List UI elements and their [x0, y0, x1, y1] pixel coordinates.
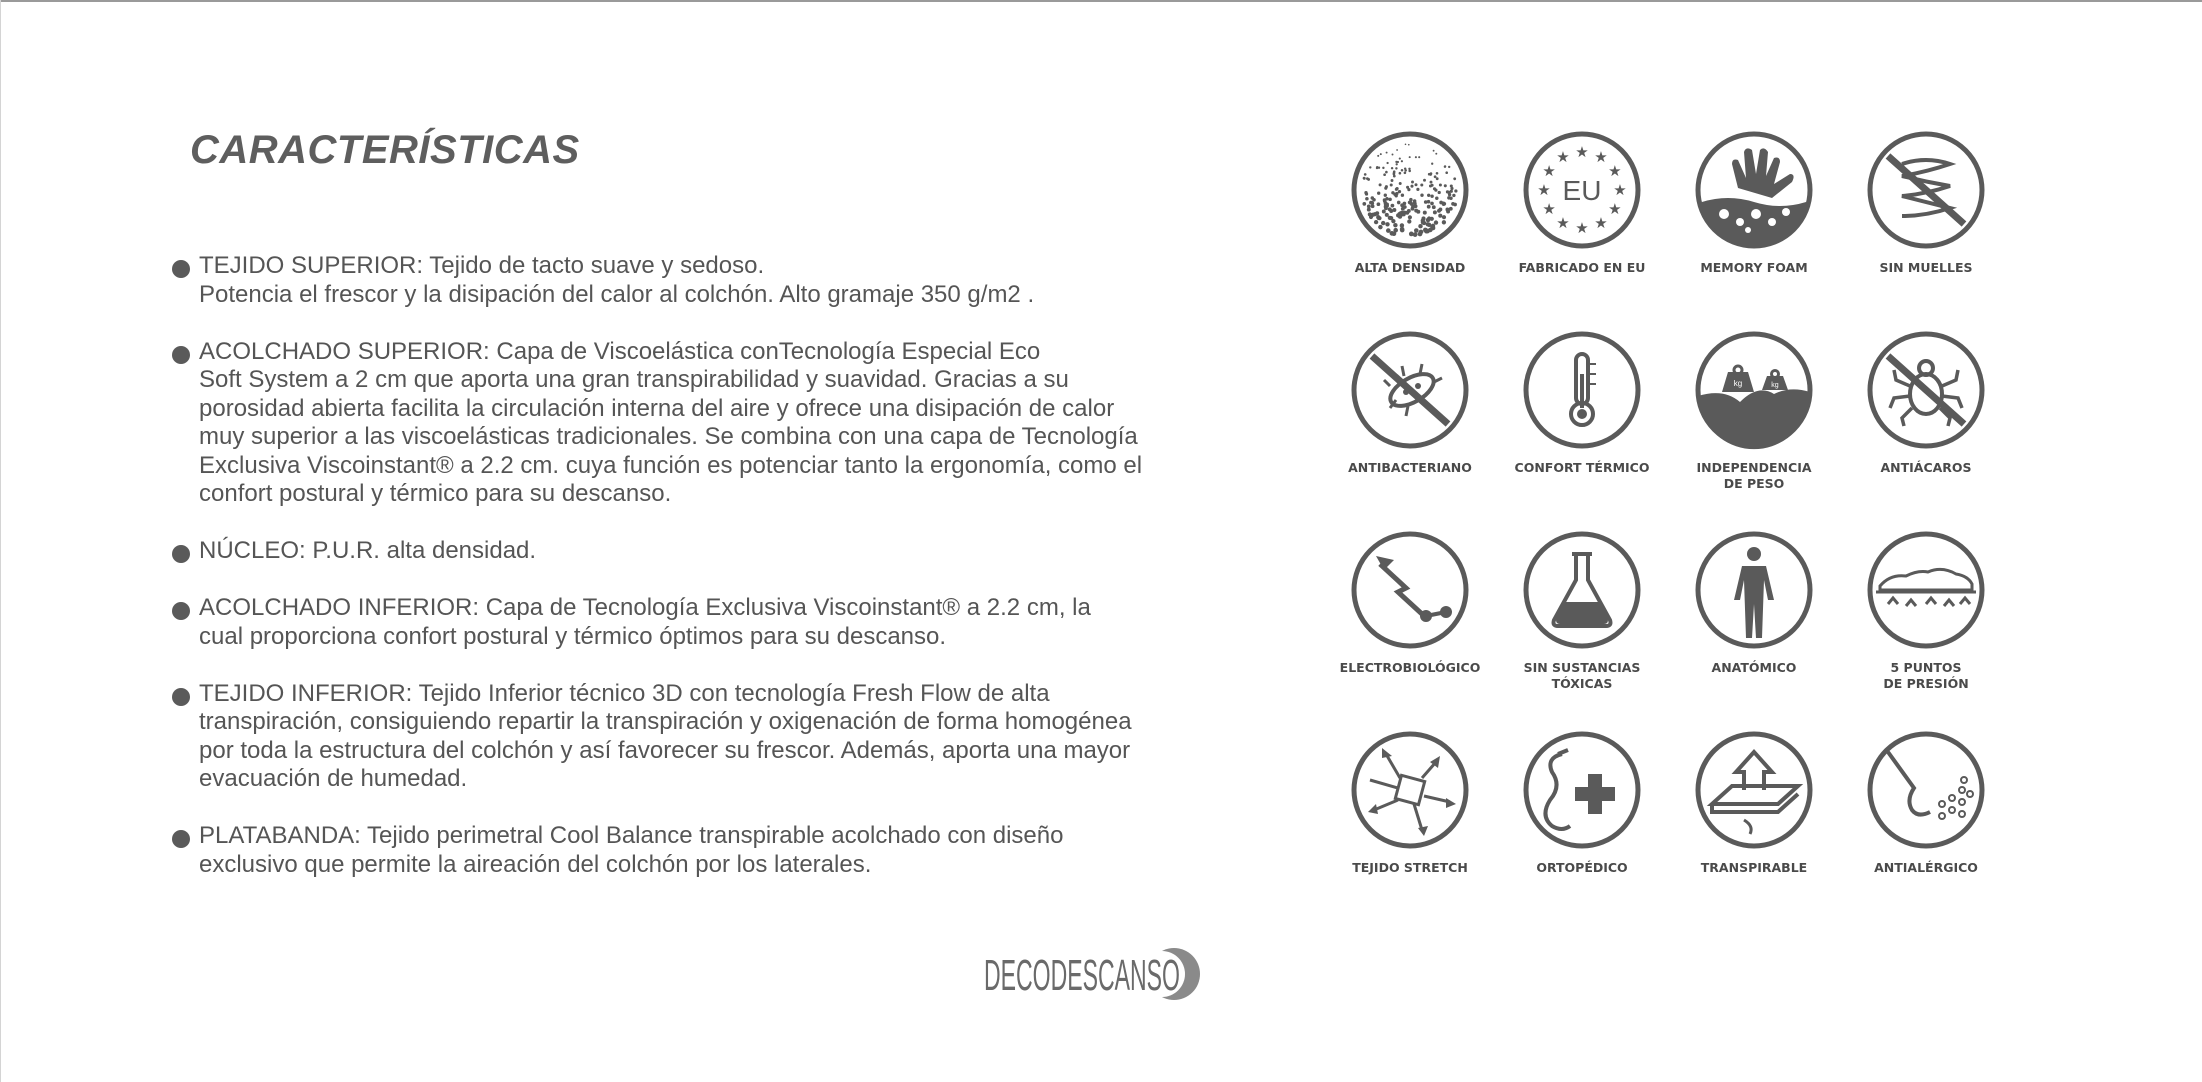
feature-icon-tile: [1654, 330, 1854, 492]
orthopedic-cross-icon: [1522, 730, 1642, 850]
human-body-icon: [1694, 530, 1814, 650]
feature-icon-tile: [1482, 130, 1682, 276]
feature-item: [170, 594, 1220, 651]
hand-foam-icon: [1694, 130, 1814, 250]
icon-label: ELECTROBIOLÓGICO: [1339, 660, 1481, 675]
feature-line: NÚCLEO: P.U.R. alta densidad.: [199, 537, 537, 564]
bullet-icon: [172, 260, 190, 278]
svg-text:kg: kg: [1733, 379, 1743, 388]
icon-label: CONFORT TÉRMICO: [1514, 460, 1650, 475]
no-springs-icon: [1866, 130, 1986, 250]
feature-line: Potencia el frescor y la disipación del calor al colchón. Alto gramaje 350 g/m2 .: [199, 280, 1035, 308]
feature-line: por toda la estructura del colchón y así favorecer su frescor. Además, aporta una mayor: [199, 736, 1131, 764]
icon-label: INDEPENDENCIA DE PESO: [1696, 460, 1812, 491]
stretch-arrows-icon: [1350, 730, 1470, 850]
icon-label: SIN MUELLES: [1879, 260, 1973, 275]
weights-icon: [1694, 330, 1814, 450]
svg-text:EU: EU: [1562, 175, 1602, 206]
bullet-icon: [172, 602, 190, 620]
icon-label: ORTOPÉDICO: [1536, 860, 1628, 875]
feature-text: [199, 822, 1220, 879]
feature-icon-tile: [1310, 530, 1510, 676]
svg-text:★: ★: [1594, 148, 1608, 167]
feature-item: [170, 680, 1220, 794]
feature-icon-tile: [1654, 730, 1854, 876]
icon-label: SIN SUSTANCIAS TÓXICAS: [1523, 660, 1641, 691]
feature-line: TEJIDO SUPERIOR: Tejido de tacto suave y sedoso.: [199, 252, 765, 279]
feature-icon-tile: [1826, 130, 2026, 276]
feature-line: evacuación de humedad.: [199, 765, 468, 792]
icon-label: TEJIDO STRETCH: [1352, 860, 1468, 875]
brand-logo: [982, 944, 1204, 1004]
feature-item: [170, 537, 1220, 566]
left-border: [0, 0, 1, 1082]
feature-text: [199, 338, 1220, 509]
feature-text: [199, 594, 1220, 651]
flask-icon: [1522, 530, 1642, 650]
feature-icon-tile: [1310, 330, 1510, 476]
feature-text: [199, 252, 1220, 309]
feature-line: Soft System a 2 cm que aporta una gran transpirabilidad y suavidad. Gracias a su: [199, 366, 1069, 393]
svg-text:★: ★: [1608, 162, 1622, 180]
svg-text:★: ★: [1594, 213, 1608, 232]
feature-icon-tile: [1654, 130, 1854, 276]
eu-stars-icon: [1522, 130, 1642, 250]
svg-text:★: ★: [1542, 162, 1556, 180]
feature-icon-tile: [1310, 730, 1510, 876]
icon-label: ANTIALÉRGICO: [1874, 860, 1978, 875]
svg-text:★: ★: [1608, 200, 1622, 218]
feature-line: transpiración, consiguiendo repartir la transpiración y oxigenación de forma homogénea: [199, 708, 1132, 735]
high-density-icon: [1350, 130, 1470, 250]
icon-label: ALTA DENSIDAD: [1354, 260, 1466, 275]
svg-text:★: ★: [1537, 181, 1551, 199]
icon-label: TRANSPIRABLE: [1700, 860, 1808, 875]
svg-text:★: ★: [1556, 213, 1570, 232]
svg-text:★: ★: [1575, 219, 1589, 237]
feature-line: Exclusiva Viscoinstant® a 2.2 cm. cuya función es potenciar tanto la ergonomía, como el: [199, 451, 1143, 479]
icon-label: ANATÓMICO: [1711, 660, 1797, 675]
feature-line: confort postural y térmico para su descanso.: [199, 480, 672, 507]
breathable-layers-icon: [1694, 730, 1814, 850]
icon-label: FABRICADO EN EU: [1518, 260, 1646, 275]
svg-text:★: ★: [1613, 181, 1627, 199]
feature-text: [199, 680, 1220, 794]
features-list: [170, 252, 1220, 908]
svg-text:★: ★: [1556, 148, 1570, 167]
feature-icon-tile: [1482, 730, 1682, 876]
svg-text:★: ★: [1542, 200, 1556, 218]
bullet-icon: [172, 688, 190, 706]
feature-icon-tile: [1482, 330, 1682, 476]
pressure-points-icon: [1866, 530, 1986, 650]
icon-label: 5 PUNTOS DE PRESIÓN: [1883, 660, 1969, 691]
feature-icon-tile: [1826, 530, 2026, 692]
feature-item: [170, 252, 1220, 309]
svg-text:★: ★: [1575, 143, 1589, 161]
feature-icon-tile: [1482, 530, 1682, 692]
feature-line: PLATABANDA: Tejido perimetral Cool Balance transpirable acolchado con diseño: [199, 822, 1064, 849]
logo-text: DECODESCANSO: [984, 951, 1180, 1000]
features-icon-grid: [1310, 130, 2030, 910]
feature-line: cual proporciona confort postural y térmico óptimos para su descanso.: [199, 622, 947, 650]
feature-line: ACOLCHADO INFERIOR: Capa de Tecnología Exclusiva Viscoinstant® a 2.2 cm, la: [199, 594, 1091, 621]
antibacterial-icon: [1350, 330, 1470, 450]
feature-line: TEJIDO INFERIOR: Tejido Inferior técnico 3D con tecnología Fresh Flow de alta: [199, 679, 1050, 707]
feature-line: porosidad abierta facilita la circulación interna del aire y ofrece una disipación de calor: [199, 394, 1115, 422]
feature-icon-tile: [1654, 530, 1854, 676]
feature-icon-tile: [1826, 330, 2026, 476]
page-title: CARACTERÍSTICAS: [190, 128, 580, 172]
icon-label: ANTIBACTERIANO: [1348, 460, 1472, 475]
anti-mite-icon: [1866, 330, 1986, 450]
bullet-icon: [172, 545, 190, 563]
icon-label: ANTIÁCAROS: [1880, 460, 1972, 475]
feature-icon-tile: [1310, 130, 1510, 276]
icon-label: MEMORY FOAM: [1700, 260, 1808, 275]
feature-line: muy superior a las viscoelásticas tradicionales. Se combina con una capa de Tecnología: [199, 423, 1138, 450]
lightning-icon: [1350, 530, 1470, 650]
feature-item: [170, 822, 1220, 879]
thermometer-icon: [1522, 330, 1642, 450]
feature-line: exclusivo que permite la aireación del colchón por los laterales.: [199, 850, 872, 878]
feature-text: [199, 537, 1220, 566]
bullet-icon: [172, 346, 190, 364]
feature-line: ACOLCHADO SUPERIOR: Capa de Viscoelástica conTecnología Especial Eco: [199, 337, 1041, 365]
bullet-icon: [172, 830, 190, 848]
anti-allergy-icon: [1866, 730, 1986, 850]
feature-item: [170, 338, 1220, 509]
top-border: [0, 0, 2202, 2]
svg-text:kg: kg: [1771, 382, 1779, 389]
feature-icon-tile: [1826, 730, 2026, 876]
